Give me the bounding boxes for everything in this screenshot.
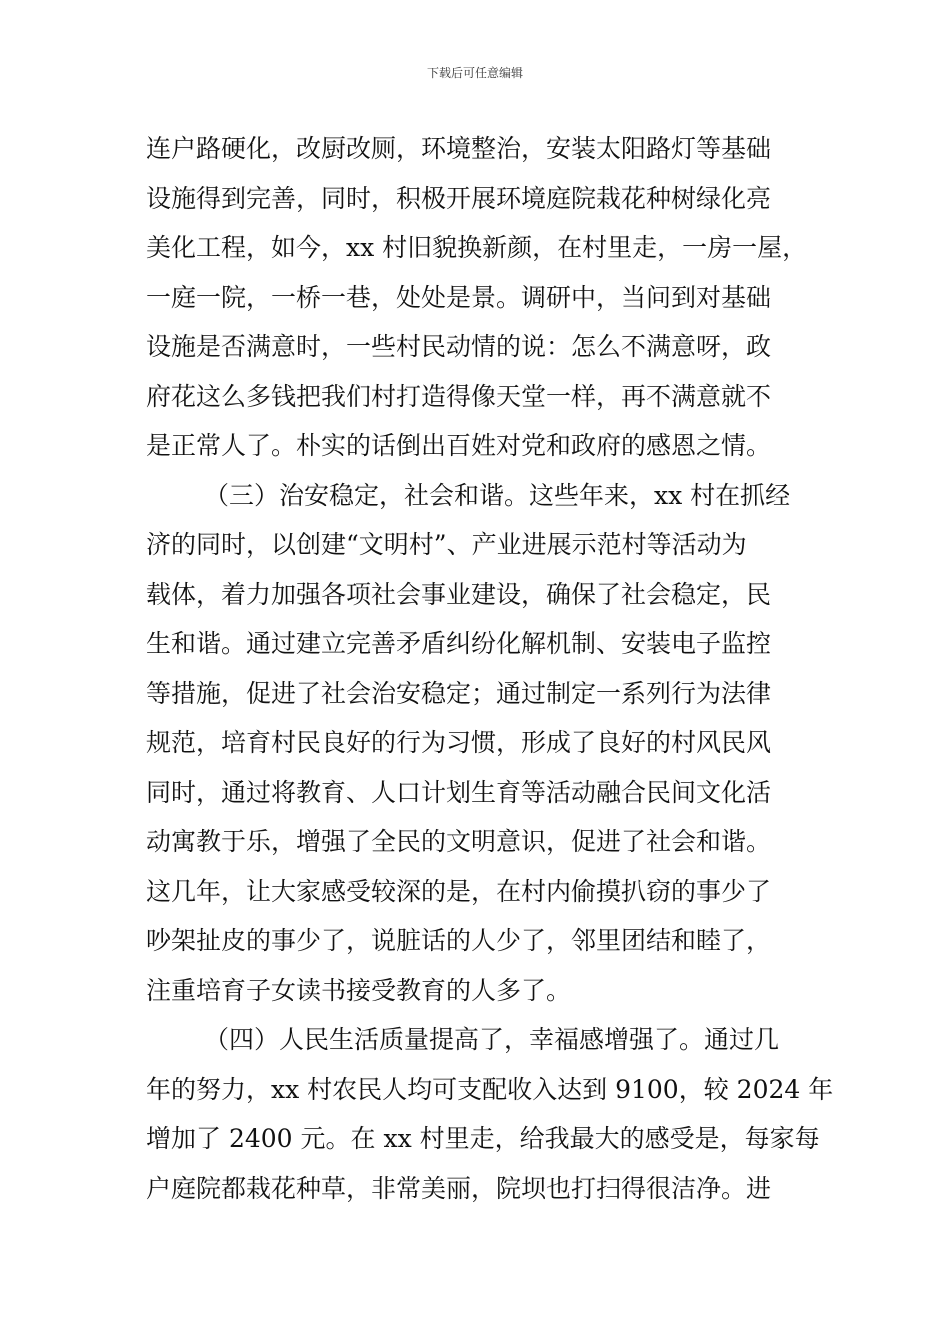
text-line: 吵架扯皮的事少了，说脏话的人少了，邻里团结和睦了， (146, 926, 772, 955)
text-line: 等措施，促进了社会治安稳定；通过制定一系列行为法律 (146, 678, 772, 708)
text-line: 济的同时，以创建“文明村”、产业进展示范村等活动为 (146, 530, 747, 559)
text-line: 同时，通过将教育、人口计划生育等活动融合民间文化活 (146, 777, 772, 807)
text-line: 注重培育子女读书接受教育的人多了。 (146, 975, 572, 1005)
text-line: 连户路硬化，改厨改厕，环境整治，安装太阳路灯等基础 (146, 134, 772, 163)
text-line: 年的努力，xx 村农民人均可支配收入达到 9100，较 2024 年 (146, 1074, 834, 1104)
text-line: 动寓教于乐，增强了全民的文明意识，促进了社会和谐。 (146, 827, 772, 856)
text-line: 载体，着力加强各项社会事业建设，确保了社会稳定，民 (146, 579, 772, 609)
text-line: 美化工程，如今，xx 村旧貌换新颜，在村里走，一房一屋， (146, 233, 808, 262)
text-line: 这几年，让大家感受较深的是，在村内偷摸扒窃的事少了 (146, 876, 772, 906)
text-line: 规范，培育村民良好的行为习惯，形成了良好的村风民风 (146, 728, 772, 757)
body-text (146, 124, 834, 1213)
text-line: 户庭院都栽花种草，非常美丽，院坝也打扫得很洁净。进 (146, 1173, 772, 1203)
paragraph-start-line: （三）治安稳定，社会和谐。这些年来，xx 村在抓经 (204, 480, 791, 510)
text-line: 设施是否满意时，一些村民动情的说：怎么不满意呀，政 (146, 332, 772, 361)
text-line: 是正常人了。朴实的话倒出百姓对党和政府的感恩之情。 (146, 431, 772, 460)
paragraph-start-line: （四）人民生活质量提高了，幸福感增强了。通过几 (204, 1025, 780, 1054)
text-line: 府花这么多钱把我们村打造得像天堂一样，再不满意就不 (146, 381, 772, 411)
text-line: 生和谐。通过建立完善矛盾纠纷化解机制、安装电子监控 (146, 629, 772, 658)
text-line: 一庭一院，一桥一巷，处处是景。调研中，当问到对基础 (146, 282, 772, 312)
text-line: 设施得到完善，同时，积极开展环境庭院栽花种树绿化亮 (146, 183, 772, 213)
page-header: 下载后可任意编辑 (426, 66, 523, 80)
text-line: 增加了 2400 元。在 xx 村里走，给我最大的感受是，每家每 (146, 1124, 820, 1153)
